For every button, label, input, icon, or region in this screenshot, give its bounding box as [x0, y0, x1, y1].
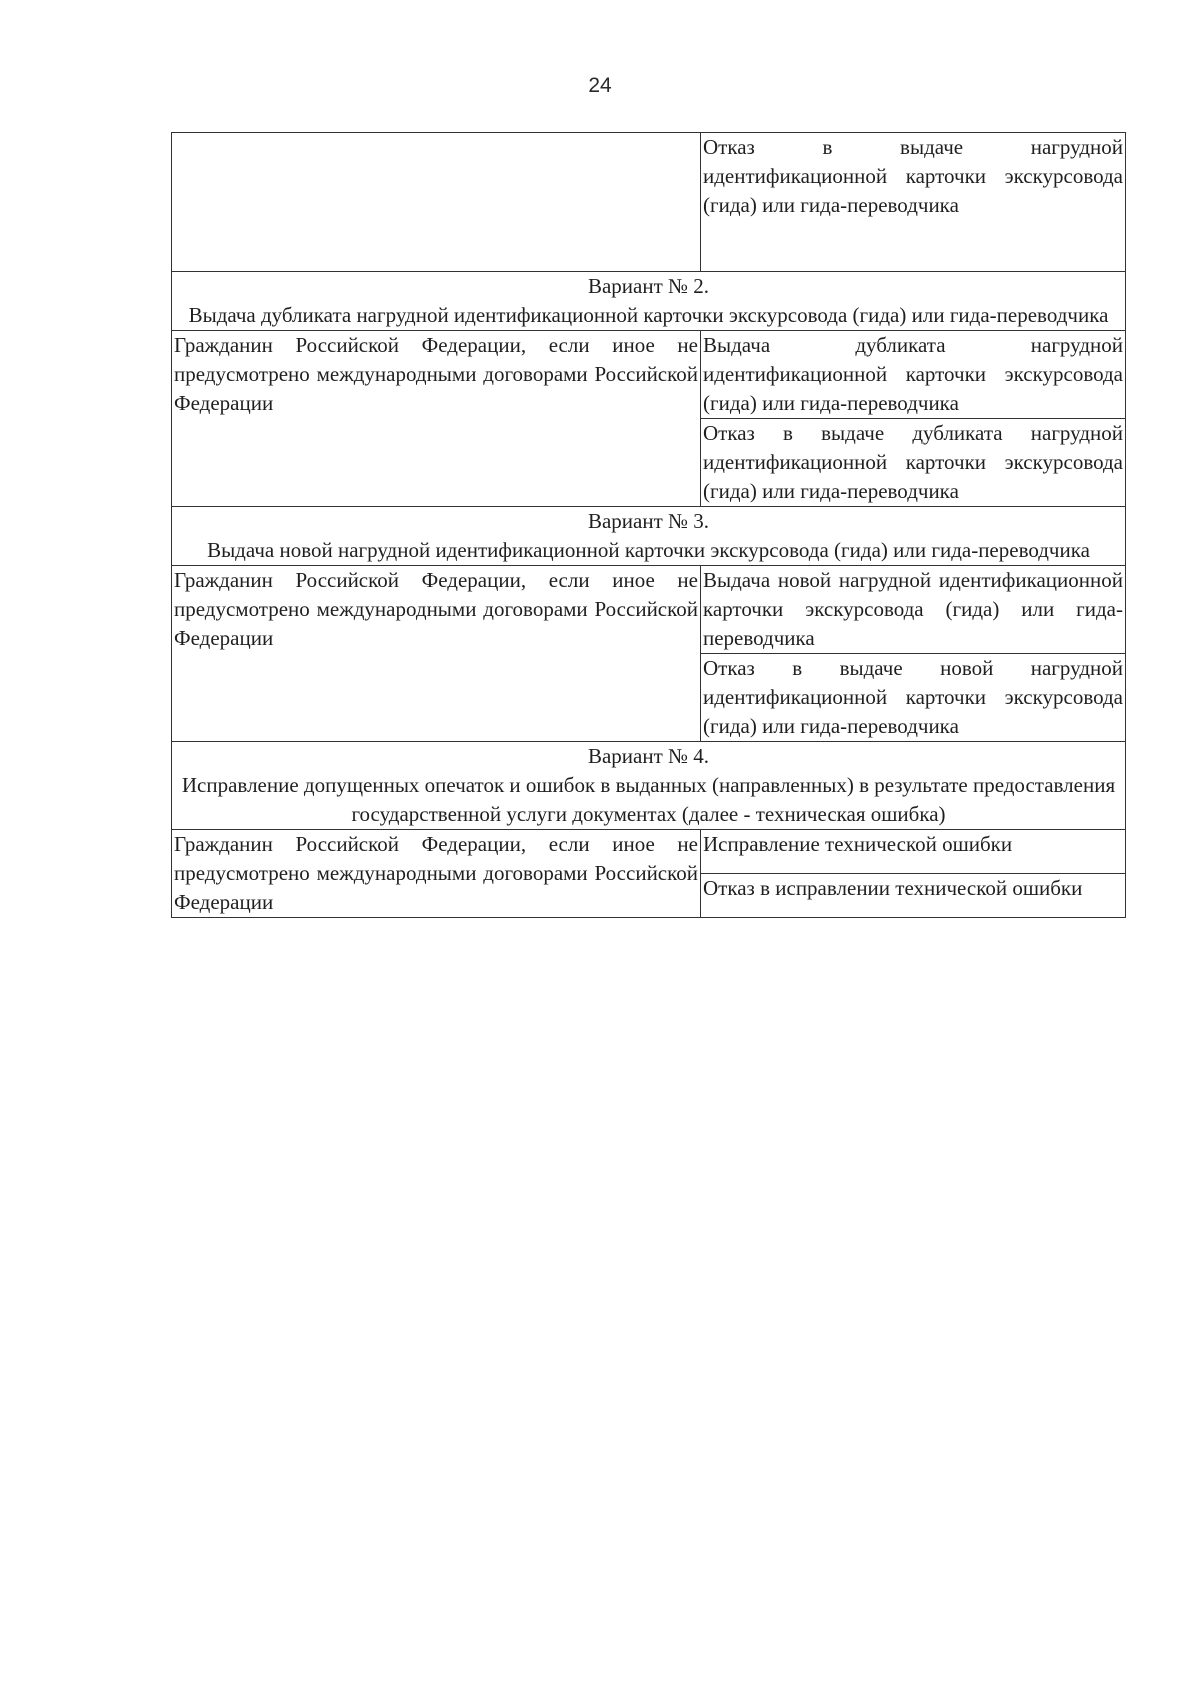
applicant-cell: Гражданин Российской Федерации, если иное не предусмотрено международными договорами Российской Федерации [172, 566, 701, 742]
result-cell: Выдача дубликата нагрудной идентификационной карточки экскурсовода (гида) или гида-переводчика [701, 331, 1126, 419]
variant-description: Выдача дубликата нагрудной идентификационной карточки экскурсовода (гида) или гида-переводчика [188, 303, 1109, 327]
variant-description: Исправление допущенных опечаток и ошибок в выданных (направленных) в результате предоставления государственной услуги документах (далее - техническая ошибка) [181, 773, 1116, 826]
variant-header [172, 742, 1126, 830]
table-row [172, 566, 1126, 654]
variant-header [172, 507, 1126, 566]
variant-header-row [172, 272, 1126, 331]
result-cell: Отказ в выдаче нагрудной идентификационной карточки экскурсовода (гида) или гида-переводчика [701, 133, 1126, 272]
table-row [172, 331, 1126, 419]
variant-title: Вариант № 2. [587, 274, 710, 298]
table-row [172, 133, 1126, 272]
result-cell: Исправление технической ошибки [701, 830, 1126, 874]
services-table [171, 132, 1126, 918]
variant-header-row [172, 507, 1126, 566]
applicant-cell-empty [172, 133, 701, 272]
variant-header [172, 272, 1126, 331]
result-cell: Отказ в выдаче новой нагрудной идентификационной карточки экскурсовода (гида) или гида-переводчика [701, 654, 1126, 742]
variant-description: Выдача новой нагрудной идентификационной карточки экскурсовода (гида) или гида-переводчика [207, 538, 1090, 562]
variant-header-row [172, 742, 1126, 830]
result-cell: Отказ в выдаче дубликата нагрудной идентификационной карточки экскурсовода (гида) или гида-переводчика [701, 419, 1126, 507]
result-cell: Выдача новой нагрудной идентификационной карточки экскурсовода (гида) или гида-переводчика [701, 566, 1126, 654]
result-cell: Отказ в исправлении технической ошибки [701, 874, 1126, 918]
variant-title: Вариант № 3. [587, 509, 710, 533]
table-row [172, 830, 1126, 874]
applicant-cell: Гражданин Российской Федерации, если иное не предусмотрено международными договорами Российской Федерации [172, 830, 701, 918]
variant-title: Вариант № 4. [587, 744, 710, 768]
applicant-cell: Гражданин Российской Федерации, если иное не предусмотрено международными договорами Российской Федерации [172, 331, 701, 507]
page-number: 24 [588, 74, 612, 97]
